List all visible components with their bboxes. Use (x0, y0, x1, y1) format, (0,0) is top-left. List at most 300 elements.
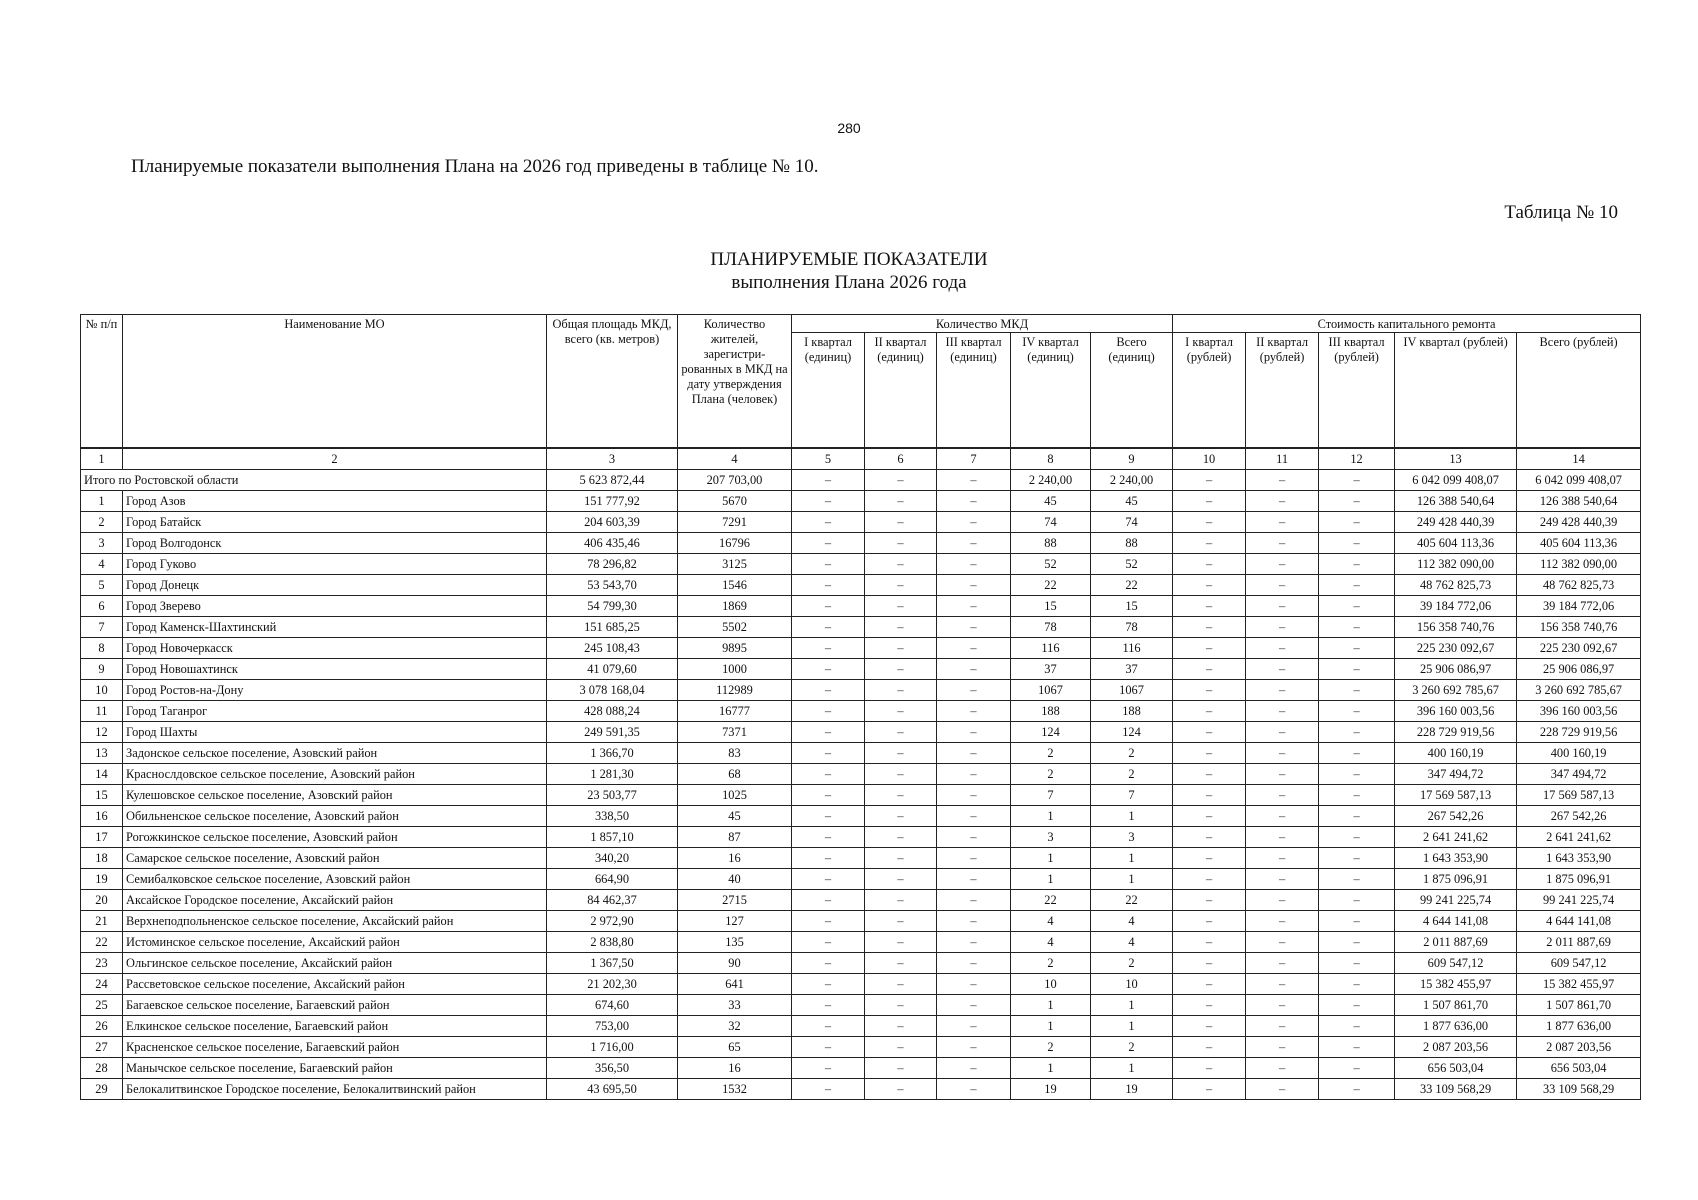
table-row (81, 974, 1641, 995)
mo-name: Город Донецк (123, 575, 547, 596)
q3-units: – (937, 890, 1011, 911)
total-cost: 1 643 353,90 (1517, 848, 1641, 869)
q2-cost: – (1246, 680, 1319, 701)
q4-units: 116 (1011, 638, 1091, 659)
q1-cost: – (1173, 764, 1246, 785)
q2-units: – (865, 827, 937, 848)
column-number: 7 (937, 448, 1011, 470)
total-cost: 39 184 772,06 (1517, 596, 1641, 617)
table-row (81, 533, 1641, 554)
q3-units: – (937, 806, 1011, 827)
q4-units: 2 (1011, 1037, 1091, 1058)
row-number: 20 (81, 890, 123, 911)
total-cost: 3 260 692 785,67 (1517, 680, 1641, 701)
header-area: Общая площадь МКД, всего (кв. метров) (547, 315, 678, 449)
q4-cost: 2 011 887,69 (1395, 932, 1517, 953)
q1-units: – (792, 974, 865, 995)
q1-cost: – (1173, 659, 1246, 680)
q3-cost: – (1319, 491, 1395, 512)
q3-units: – (937, 764, 1011, 785)
q2-units: – (865, 911, 937, 932)
q4-units: 124 (1011, 722, 1091, 743)
total-units: 1 (1091, 995, 1173, 1016)
table-row (81, 806, 1641, 827)
header-residents: Количество жителей, зарегистри-рованных в МКД на дату утверждения Плана (человек) (678, 315, 792, 449)
q1-cost: – (1173, 848, 1246, 869)
total-c1: – (1173, 470, 1246, 491)
residents-value: 1546 (678, 575, 792, 596)
q3-cost: – (1319, 596, 1395, 617)
mo-name: Самарское сельское поселение, Азовский район (123, 848, 547, 869)
header-q2-rub: II квартал (рублей) (1246, 333, 1319, 449)
q4-units: 37 (1011, 659, 1091, 680)
column-number: 4 (678, 448, 792, 470)
mo-name: Белокалитвинское Городское поселение, Белокалитвинский район (123, 1079, 547, 1100)
mo-name: Город Новочеркасск (123, 638, 547, 659)
table-row (81, 617, 1641, 638)
q2-units: – (865, 512, 937, 533)
total-cost: 347 494,72 (1517, 764, 1641, 785)
mo-name: Город Зверево (123, 596, 547, 617)
header-q3-rub: III квартал (рублей) (1319, 333, 1395, 449)
mo-name: Город Гуково (123, 554, 547, 575)
q1-cost: – (1173, 974, 1246, 995)
q1-units: – (792, 596, 865, 617)
mo-name: Манычское сельское поселение, Багаевский район (123, 1058, 547, 1079)
q4-units: 74 (1011, 512, 1091, 533)
residents-value: 1869 (678, 596, 792, 617)
total-units: 7 (1091, 785, 1173, 806)
area-value: 23 503,77 (547, 785, 678, 806)
total-cost: 249 428 440,39 (1517, 512, 1641, 533)
mo-name: Багаевское сельское поселение, Багаевский район (123, 995, 547, 1016)
q4-cost: 15 382 455,97 (1395, 974, 1517, 995)
q1-cost: – (1173, 743, 1246, 764)
total-units: 10 (1091, 974, 1173, 995)
q1-units: – (792, 1058, 865, 1079)
total-q1: – (792, 470, 865, 491)
q1-cost: – (1173, 491, 1246, 512)
total-units: 1 (1091, 806, 1173, 827)
q2-units: – (865, 953, 937, 974)
mo-name: Город Каменск-Шахтинский (123, 617, 547, 638)
q2-units: – (865, 554, 937, 575)
q4-units: 1 (1011, 1016, 1091, 1037)
q1-units: – (792, 890, 865, 911)
table-row (81, 1079, 1641, 1100)
total-units: 1 (1091, 1016, 1173, 1037)
header-q1-rub: I квартал (рублей) (1173, 333, 1246, 449)
q3-units: – (937, 533, 1011, 554)
row-number: 9 (81, 659, 123, 680)
q4-cost: 400 160,19 (1395, 743, 1517, 764)
total-cost: 225 230 092,67 (1517, 638, 1641, 659)
q1-units: – (792, 932, 865, 953)
q1-units: – (792, 764, 865, 785)
q2-units: – (865, 617, 937, 638)
residents-value: 87 (678, 827, 792, 848)
q1-units: – (792, 869, 865, 890)
total-units: 19 (1091, 1079, 1173, 1100)
q3-units: – (937, 1079, 1011, 1100)
row-number: 26 (81, 1016, 123, 1037)
q2-cost: – (1246, 890, 1319, 911)
total-cost: 48 762 825,73 (1517, 575, 1641, 596)
area-value: 84 462,37 (547, 890, 678, 911)
area-value: 3 078 168,04 (547, 680, 678, 701)
residents-value: 16 (678, 1058, 792, 1079)
q2-units: – (865, 869, 937, 890)
q1-cost: – (1173, 638, 1246, 659)
mo-name: Город Шахты (123, 722, 547, 743)
area-value: 2 972,90 (547, 911, 678, 932)
area-value: 674,60 (547, 995, 678, 1016)
total-q3: – (937, 470, 1011, 491)
q4-units: 1067 (1011, 680, 1091, 701)
q3-units: – (937, 554, 1011, 575)
q2-units: – (865, 848, 937, 869)
q4-cost: 1 875 096,91 (1395, 869, 1517, 890)
q1-cost: – (1173, 785, 1246, 806)
q2-cost: – (1246, 701, 1319, 722)
area-value: 664,90 (547, 869, 678, 890)
q2-cost: – (1246, 869, 1319, 890)
q1-cost: – (1173, 575, 1246, 596)
residents-value: 32 (678, 1016, 792, 1037)
q2-cost: – (1246, 512, 1319, 533)
q3-cost: – (1319, 932, 1395, 953)
total-row (81, 470, 1641, 491)
q4-units: 188 (1011, 701, 1091, 722)
q2-cost: – (1246, 722, 1319, 743)
total-cost: 17 569 587,13 (1517, 785, 1641, 806)
q3-cost: – (1319, 554, 1395, 575)
total-units: 88 (1091, 533, 1173, 554)
total-units: 22 (1091, 890, 1173, 911)
residents-value: 7371 (678, 722, 792, 743)
table-row (81, 743, 1641, 764)
q2-units: – (865, 932, 937, 953)
q2-cost: – (1246, 932, 1319, 953)
header-q1-units: I квартал (единиц) (792, 333, 865, 449)
q3-units: – (937, 491, 1011, 512)
q4-units: 1 (1011, 869, 1091, 890)
area-value: 54 799,30 (547, 596, 678, 617)
header-q2-units: II квартал (единиц) (865, 333, 937, 449)
q1-units: – (792, 743, 865, 764)
q1-cost: – (1173, 554, 1246, 575)
mo-name: Ольгинское сельское поселение, Аксайский район (123, 953, 547, 974)
total-label: Итого по Ростовской области (81, 470, 547, 491)
total-cost: 4 644 141,08 (1517, 911, 1641, 932)
q1-units: – (792, 554, 865, 575)
row-number: 28 (81, 1058, 123, 1079)
total-cost: 400 160,19 (1517, 743, 1641, 764)
row-number: 5 (81, 575, 123, 596)
q4-cost: 656 503,04 (1395, 1058, 1517, 1079)
q1-units: – (792, 680, 865, 701)
total-units: 1 (1091, 848, 1173, 869)
page-number: 280 (837, 120, 861, 136)
q4-cost: 347 494,72 (1395, 764, 1517, 785)
total-cost: 267 542,26 (1517, 806, 1641, 827)
area-value: 151 777,92 (547, 491, 678, 512)
q4-units: 78 (1011, 617, 1091, 638)
q2-units: – (865, 1016, 937, 1037)
mo-name: Кулешовское сельское поселение, Азовский район (123, 785, 547, 806)
row-number: 23 (81, 953, 123, 974)
area-value: 2 838,80 (547, 932, 678, 953)
area-value: 53 543,70 (547, 575, 678, 596)
total-cost: 99 241 225,74 (1517, 890, 1641, 911)
table-row (81, 512, 1641, 533)
table-row (81, 1037, 1641, 1058)
q4-units: 3 (1011, 827, 1091, 848)
table-row (81, 659, 1641, 680)
q2-cost: – (1246, 743, 1319, 764)
table-row (81, 554, 1641, 575)
q4-units: 2 (1011, 953, 1091, 974)
total-cost: 2 087 203,56 (1517, 1037, 1641, 1058)
q1-cost: – (1173, 533, 1246, 554)
mo-name: Город Волгодонск (123, 533, 547, 554)
q3-units: – (937, 638, 1011, 659)
q4-cost: 2 641 241,62 (1395, 827, 1517, 848)
total-units: 37 (1091, 659, 1173, 680)
q4-cost: 126 388 540,64 (1395, 491, 1517, 512)
residents-value: 1000 (678, 659, 792, 680)
row-number: 17 (81, 827, 123, 848)
total-cost: 33 109 568,29 (1517, 1079, 1641, 1100)
q3-units: – (937, 974, 1011, 995)
q1-units: – (792, 995, 865, 1016)
q3-units: – (937, 512, 1011, 533)
header-total-rub: Всего (рублей) (1517, 333, 1641, 449)
table-row (81, 848, 1641, 869)
q4-cost: 156 358 740,76 (1395, 617, 1517, 638)
area-value: 78 296,82 (547, 554, 678, 575)
area-value: 338,50 (547, 806, 678, 827)
q1-units: – (792, 785, 865, 806)
q1-units: – (792, 1079, 865, 1100)
q4-cost: 3 260 692 785,67 (1395, 680, 1517, 701)
q4-units: 22 (1011, 575, 1091, 596)
table-row (81, 575, 1641, 596)
total-units: 74 (1091, 512, 1173, 533)
q3-units: – (937, 932, 1011, 953)
q4-cost: 267 542,26 (1395, 806, 1517, 827)
table-label: Таблица № 10 (1504, 202, 1618, 223)
total-cost: 2 641 241,62 (1517, 827, 1641, 848)
q3-cost: – (1319, 533, 1395, 554)
header-q4-units: IV квартал (единиц) (1011, 333, 1091, 449)
q4-units: 1 (1011, 806, 1091, 827)
row-number: 12 (81, 722, 123, 743)
q1-units: – (792, 617, 865, 638)
q4-cost: 405 604 113,36 (1395, 533, 1517, 554)
q2-units: – (865, 743, 937, 764)
q2-units: – (865, 659, 937, 680)
q3-units: – (937, 911, 1011, 932)
mo-name: Обильненское сельское поселение, Азовский район (123, 806, 547, 827)
column-number: 13 (1395, 448, 1517, 470)
total-units: 1067 (1091, 680, 1173, 701)
row-number: 13 (81, 743, 123, 764)
residents-value: 5502 (678, 617, 792, 638)
q4-cost: 99 241 225,74 (1395, 890, 1517, 911)
total-units: 15 (1091, 596, 1173, 617)
total-units: 1 (1091, 869, 1173, 890)
q4-units: 1 (1011, 848, 1091, 869)
q2-cost: – (1246, 533, 1319, 554)
q1-units: – (792, 575, 865, 596)
q3-cost: – (1319, 869, 1395, 890)
table-row (81, 596, 1641, 617)
row-number: 4 (81, 554, 123, 575)
row-number: 2 (81, 512, 123, 533)
q1-cost: – (1173, 722, 1246, 743)
q1-units: – (792, 533, 865, 554)
q4-cost: 17 569 587,13 (1395, 785, 1517, 806)
area-value: 428 088,24 (547, 701, 678, 722)
q2-units: – (865, 638, 937, 659)
total-units: 22 (1091, 575, 1173, 596)
q4-units: 88 (1011, 533, 1091, 554)
q3-units: – (937, 701, 1011, 722)
q2-cost: – (1246, 554, 1319, 575)
residents-value: 641 (678, 974, 792, 995)
column-number: 8 (1011, 448, 1091, 470)
residents-value: 65 (678, 1037, 792, 1058)
q3-units: – (937, 575, 1011, 596)
q2-units: – (865, 995, 937, 1016)
residents-value: 135 (678, 932, 792, 953)
q1-units: – (792, 512, 865, 533)
total-cost: 126 388 540,64 (1517, 491, 1641, 512)
table-row (81, 953, 1641, 974)
q1-cost: – (1173, 1058, 1246, 1079)
q1-units: – (792, 701, 865, 722)
residents-value: 1532 (678, 1079, 792, 1100)
residents-value: 3125 (678, 554, 792, 575)
area-value: 753,00 (547, 1016, 678, 1037)
q3-cost: – (1319, 617, 1395, 638)
q4-cost: 609 547,12 (1395, 953, 1517, 974)
q1-units: – (792, 659, 865, 680)
q4-cost: 2 087 203,56 (1395, 1037, 1517, 1058)
q1-cost: – (1173, 806, 1246, 827)
row-number: 7 (81, 617, 123, 638)
q1-units: – (792, 827, 865, 848)
q2-units: – (865, 575, 937, 596)
column-number: 2 (123, 448, 547, 470)
q3-cost: – (1319, 722, 1395, 743)
table-row (81, 701, 1641, 722)
q2-units: – (865, 1079, 937, 1100)
q2-units: – (865, 974, 937, 995)
q3-cost: – (1319, 1058, 1395, 1079)
mo-name: Город Ростов-на-Дону (123, 680, 547, 701)
row-number: 29 (81, 1079, 123, 1100)
table-row (81, 764, 1641, 785)
q2-units: – (865, 680, 937, 701)
q1-units: – (792, 806, 865, 827)
q4-cost: 396 160 003,56 (1395, 701, 1517, 722)
q1-cost: – (1173, 869, 1246, 890)
row-number: 22 (81, 932, 123, 953)
residents-value: 33 (678, 995, 792, 1016)
q2-cost: – (1246, 806, 1319, 827)
row-number: 3 (81, 533, 123, 554)
header-cost-group: Стоимость капитального ремонта (1173, 315, 1641, 333)
total-cost: 6 042 099 408,07 (1517, 470, 1641, 491)
total-c2: – (1246, 470, 1319, 491)
residents-value: 2715 (678, 890, 792, 911)
mo-name: Рассветовское сельское поселение, Аксайский район (123, 974, 547, 995)
mo-name: Город Азов (123, 491, 547, 512)
q1-units: – (792, 911, 865, 932)
residents-value: 16777 (678, 701, 792, 722)
total-units: 78 (1091, 617, 1173, 638)
q2-cost: – (1246, 953, 1319, 974)
row-number: 16 (81, 806, 123, 827)
mo-name: Красненское сельское поселение, Багаевский район (123, 1037, 547, 1058)
q4-units: 15 (1011, 596, 1091, 617)
residents-value: 9895 (678, 638, 792, 659)
q4-units: 2 (1011, 743, 1091, 764)
q4-units: 10 (1011, 974, 1091, 995)
q3-cost: – (1319, 659, 1395, 680)
q1-units: – (792, 638, 865, 659)
q1-cost: – (1173, 1079, 1246, 1100)
q2-units: – (865, 1058, 937, 1079)
q3-cost: – (1319, 575, 1395, 596)
row-number: 15 (81, 785, 123, 806)
q1-units: – (792, 1037, 865, 1058)
total-cost: 1 875 096,91 (1517, 869, 1641, 890)
total-cost: 656 503,04 (1517, 1058, 1641, 1079)
q2-cost: – (1246, 575, 1319, 596)
residents-value: 83 (678, 743, 792, 764)
mo-name: Елкинское сельское поселение, Багаевский район (123, 1016, 547, 1037)
q2-units: – (865, 722, 937, 743)
column-number: 1 (81, 448, 123, 470)
q3-cost: – (1319, 953, 1395, 974)
table-row (81, 491, 1641, 512)
q4-cost: 249 428 440,39 (1395, 512, 1517, 533)
total-units: 124 (1091, 722, 1173, 743)
title-line-2: выполнения Плана 2026 года (731, 272, 967, 293)
indicators-table (80, 314, 1641, 1100)
header-name: Наименование МО (123, 315, 547, 449)
q4-cost: 48 762 825,73 (1395, 575, 1517, 596)
q3-units: – (937, 743, 1011, 764)
row-number: 6 (81, 596, 123, 617)
mo-name: Город Таганрог (123, 701, 547, 722)
q1-cost: – (1173, 1016, 1246, 1037)
q4-units: 19 (1011, 1079, 1091, 1100)
mo-name: Город Новошахтинск (123, 659, 547, 680)
q2-units: – (865, 764, 937, 785)
total-units: 52 (1091, 554, 1173, 575)
row-number: 24 (81, 974, 123, 995)
mo-name: Краснослдовское сельское поселение, Азовский район (123, 764, 547, 785)
total-units: 1 (1091, 1058, 1173, 1079)
q4-units: 45 (1011, 491, 1091, 512)
column-number: 14 (1517, 448, 1641, 470)
total-c3: – (1319, 470, 1395, 491)
q3-units: – (937, 1058, 1011, 1079)
